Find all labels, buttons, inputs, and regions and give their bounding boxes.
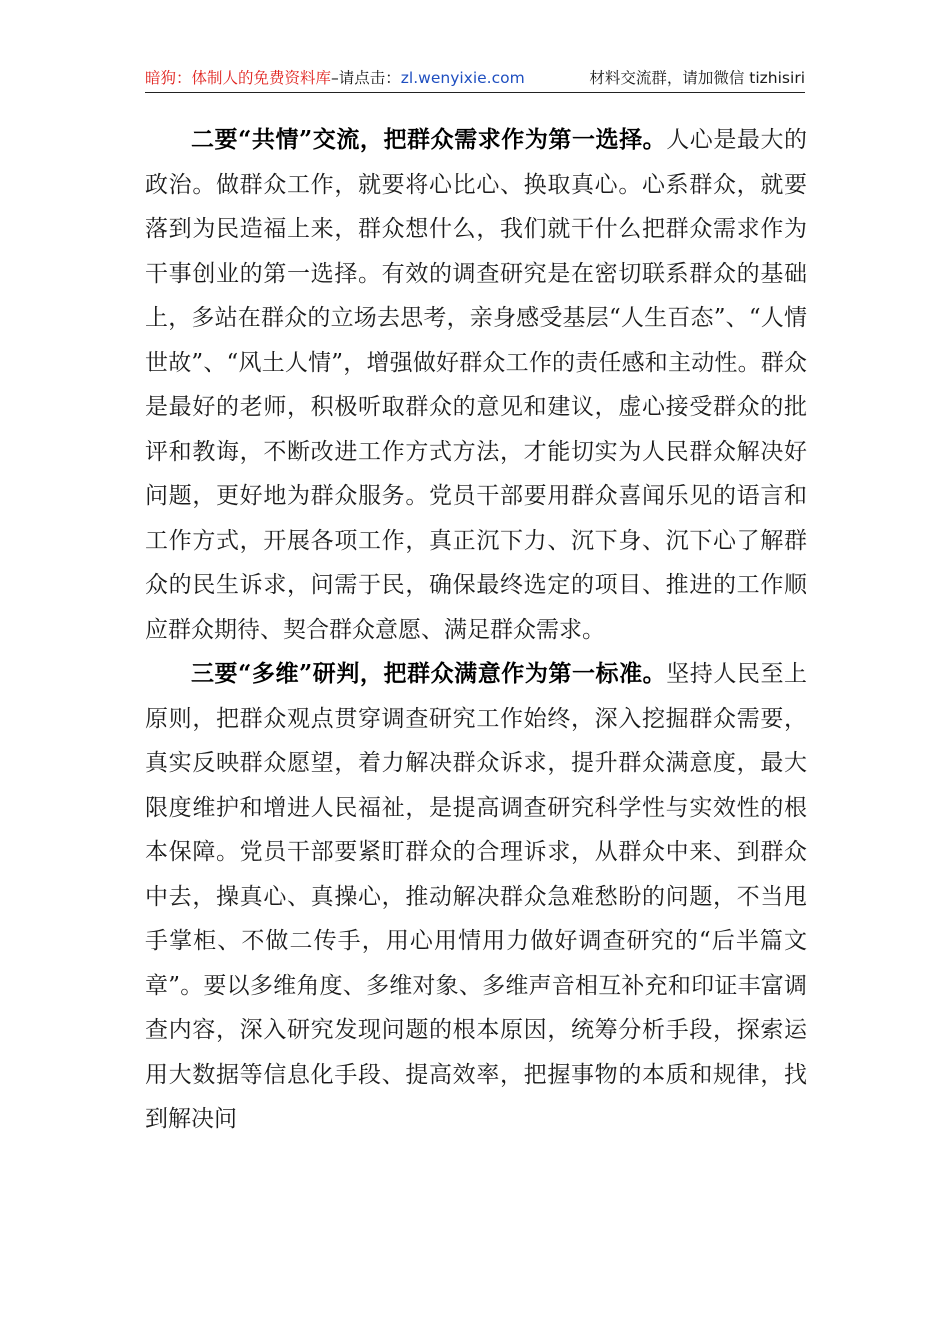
paragraph-3-lead: 三要“多维”研判，把群众满意作为第一标准。: [191, 660, 667, 687]
page-header: [145, 62, 805, 93]
header-click-prompt: –请点击：: [331, 69, 401, 87]
paragraph-3-text: 坚持人民至上原则，把群众观点贯穿调查研究工作始终，深入挖掘群众需要，真实反映群众愿望，着力解决群众诉求，提升群众满意度，最大限度维护和增进人民福祉，是提高调查研究科学性与实效性的根本保障。党员干部要紧盯群众的合理诉求，从群众中来、到群众中去，操真心、真操心，推动解决群众急难愁盼的问题，不当甩手掌柜、不做二传手，用心用情用力做好调查研究的“后半篇文章”。要以多维角度、多维对象、多维声音相互补充和印证丰富调查内容，深入研究发现问题的根本原因，统筹分析手段，探索运用大数据等信息化手段、提高效率，把握事物的本质和规律，找到解决问: [145, 661, 807, 1132]
paragraph-2-lead: 二要“共情”交流，把群众需求作为第一选择。: [191, 126, 667, 153]
article-body: [145, 118, 807, 1142]
paragraph-2: [145, 118, 807, 652]
paragraph-3: [145, 652, 807, 1142]
header-contact: 材料交流群，请加微信 tizhisiri: [589, 69, 805, 87]
paragraph-2-text: 人心是最大的政治。做群众工作，就要将心比心、换取真心。心系群众，就要落到为民造福上来，群众想什么，我们就干什么把群众需求作为干事创业的第一选择。有效的调查研究是在密切联系群众的基础上，多站在群众的立场去思考，亲身感受基层“人生百态”、“人情世故”、“风土人情”，增强做好群众工作的责任感和主动性。群众是最好的老师，积极听取群众的意见和建议，虚心接受群众的批评和教诲，不断改进工作方式方法，才能切实为人民群众解决好问题，更好地为群众服务。党员干部要用群众喜闻乐见的语言和工作方式，开展各项工作，真正沉下力、沉下身、沉下心了解群众的民生诉求，问需于民，确保最终选定的项目、推进的工作顺应群众期待、契合群众意愿、满足群众需求。: [145, 127, 807, 643]
header-brand: 暗狗：体制人的免费资料库: [145, 69, 332, 87]
header-url-link[interactable]: zl.wenyixie.com: [400, 69, 525, 87]
header-left: [145, 66, 525, 88]
